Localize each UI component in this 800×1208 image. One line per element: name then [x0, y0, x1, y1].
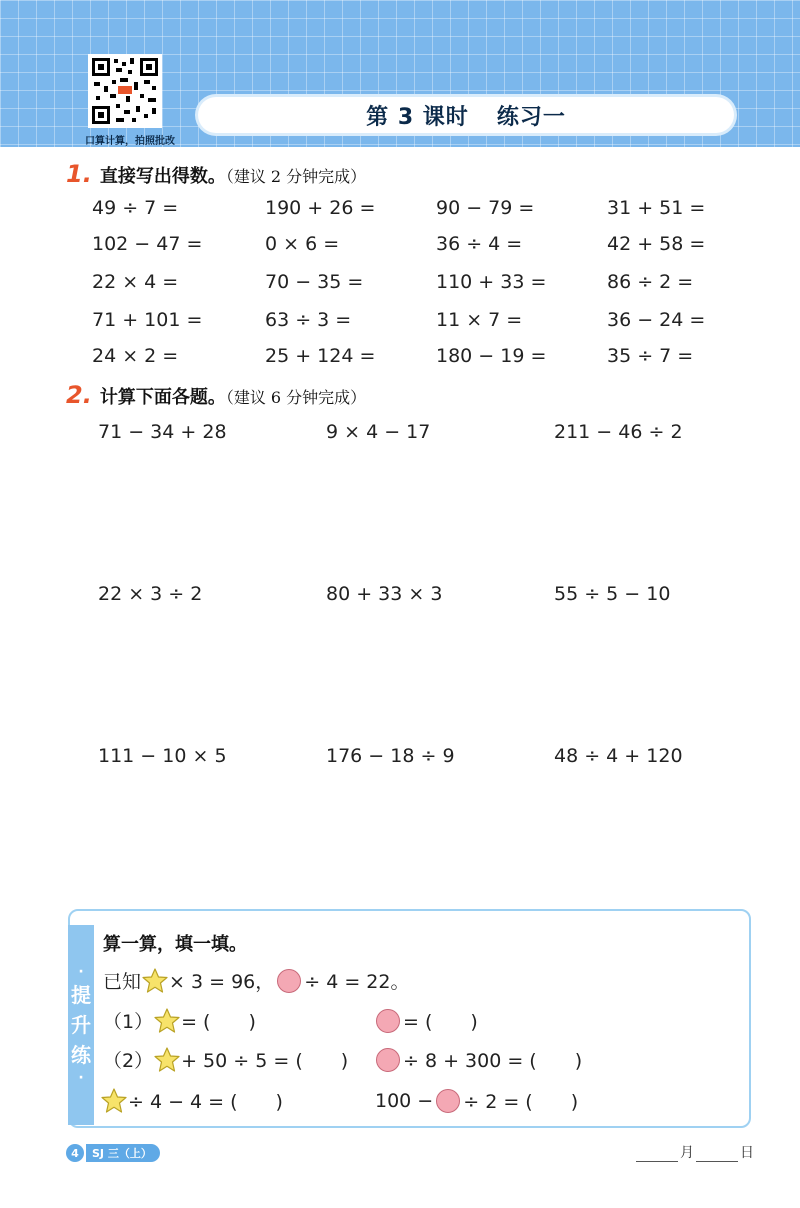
- section-2-heading: 计算下面各题。: [99, 387, 226, 408]
- oral-question: 25 + 124 =: [265, 345, 376, 367]
- calc-question: 111 − 10 × 5: [98, 745, 227, 767]
- oral-question: 71 + 101 =: [92, 309, 203, 331]
- oral-question: 70 − 35 =: [265, 271, 364, 293]
- question-2-label: （2）: [103, 1050, 154, 1072]
- calc-question: 9 × 4 − 17: [326, 421, 431, 443]
- oral-question: 102 − 47 =: [92, 233, 203, 255]
- oral-question: 0 × 6 =: [265, 233, 340, 255]
- oral-question: 35 ÷ 7 =: [607, 345, 694, 367]
- oral-question: 86 ÷ 2 =: [607, 271, 694, 293]
- improve-title: 算一算，填一填。: [103, 934, 247, 955]
- book-label: SJ 三（上）: [86, 1144, 160, 1162]
- question-3-circle-prefix: 100 −: [375, 1089, 434, 1112]
- section-1-heading: 直接写出得数。: [99, 166, 226, 187]
- question-2-circle: [373, 1046, 582, 1073]
- day-label: 日: [740, 1145, 754, 1161]
- page-header: [0, 0, 800, 147]
- known-star-text: × 3 = 96，: [169, 971, 275, 993]
- month-label: 月: [680, 1145, 694, 1161]
- footer-badge: [66, 1144, 160, 1162]
- oral-question: 36 ÷ 4 =: [436, 233, 523, 255]
- question-1-star-text: = ( ): [181, 1011, 256, 1033]
- question-1-star: [103, 1007, 256, 1034]
- section-2-note: （建议 6 分钟完成）: [225, 388, 367, 407]
- qr-caption: 口算计算，拍照批改: [85, 136, 175, 147]
- section-1-title: [66, 160, 366, 188]
- qr-code-icon: [90, 56, 160, 126]
- oral-question: 110 + 33 =: [436, 271, 547, 293]
- question-3-star-text: ÷ 4 − 4 = ( ): [128, 1091, 283, 1113]
- oral-question: 11 × 7 =: [436, 309, 523, 331]
- section-1-note: （建议 2 分钟完成）: [225, 167, 367, 186]
- star-icon: [154, 1047, 180, 1073]
- date-field: [634, 1142, 754, 1162]
- qr-code[interactable]: [88, 54, 162, 128]
- section-2-number: 2.: [66, 381, 92, 409]
- question-2-star: [103, 1046, 348, 1073]
- section-2-title: [66, 381, 366, 409]
- circle-icon: [376, 1048, 400, 1072]
- calc-question: 55 ÷ 5 − 10: [554, 583, 671, 605]
- star-icon: [101, 1088, 127, 1114]
- oral-question: 24 × 2 =: [92, 345, 179, 367]
- improve-tab-char: 练: [71, 1043, 91, 1067]
- oral-question: 90 − 79 =: [436, 197, 535, 219]
- circle-icon: [277, 969, 301, 993]
- calc-question: 71 − 34 + 28: [98, 421, 227, 443]
- oral-question: 36 − 24 =: [607, 309, 706, 331]
- improve-tab-char: 提: [71, 983, 91, 1007]
- lesson-name: 练习一: [496, 104, 566, 130]
- question-2-star-text: + 50 ÷ 5 = ( ): [181, 1050, 349, 1072]
- section-1-number: 1.: [66, 160, 92, 188]
- oral-question: 42 + 58 =: [607, 233, 706, 255]
- oral-question: 190 + 26 =: [265, 197, 376, 219]
- oral-question: 22 × 4 =: [92, 271, 179, 293]
- calc-question: 22 × 3 ÷ 2: [98, 583, 203, 605]
- calc-question: 80 + 33 × 3: [326, 583, 443, 605]
- oral-question: 31 + 51 =: [607, 197, 706, 219]
- known-prefix: 已知: [103, 971, 142, 993]
- oral-question: 63 ÷ 3 =: [265, 309, 352, 331]
- lesson-number: 第 3 课时: [366, 104, 469, 130]
- question-1-circle-text: = ( ): [403, 1011, 478, 1033]
- question-1-label: （1）: [103, 1011, 154, 1033]
- star-icon: [154, 1008, 180, 1034]
- oral-question: 49 ÷ 7 =: [92, 197, 179, 219]
- calc-question: 176 − 18 ÷ 9: [326, 745, 455, 767]
- known-circle-text: ÷ 4 = 22。: [304, 971, 410, 993]
- improve-tab-char: 升: [71, 1013, 91, 1037]
- day-blank[interactable]: [696, 1145, 738, 1162]
- page-number: 4: [66, 1144, 84, 1162]
- known-line: [103, 967, 409, 994]
- calc-question: 211 − 46 ÷ 2: [554, 421, 683, 443]
- lesson-title: [198, 97, 734, 133]
- improve-tab: · 提 升 练 ·: [68, 925, 94, 1125]
- question-3-circle-text: ÷ 2 = ( ): [463, 1091, 579, 1113]
- calc-question: 48 ÷ 4 + 120: [554, 745, 683, 767]
- question-2-circle-text: ÷ 8 + 300 = ( ): [403, 1050, 583, 1072]
- circle-icon: [376, 1009, 400, 1033]
- question-3-star: [100, 1087, 283, 1114]
- oral-question: 180 − 19 =: [436, 345, 547, 367]
- question-3-circle: [375, 1087, 578, 1114]
- circle-icon: [436, 1089, 460, 1113]
- question-1-circle: [373, 1007, 478, 1034]
- month-blank[interactable]: [636, 1145, 678, 1162]
- star-icon: [142, 968, 168, 994]
